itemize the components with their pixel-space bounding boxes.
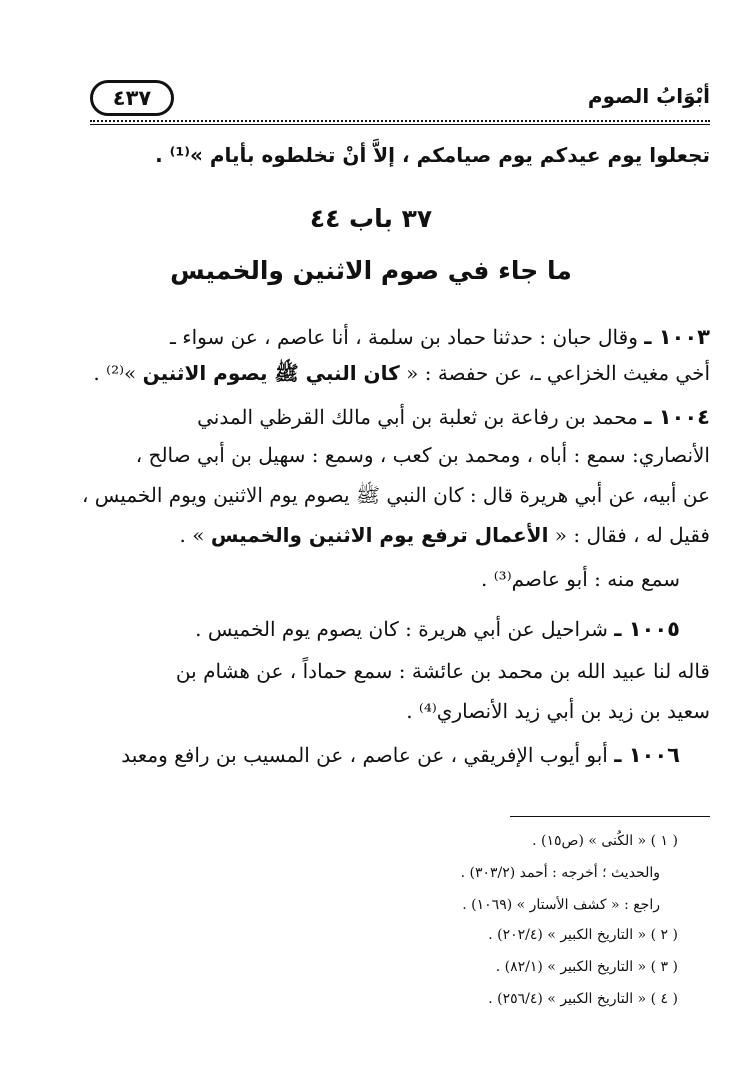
footnote-3: ( ٣ ) « التاريخ الكبير » (٨٢/١) . <box>495 959 678 975</box>
hadith-number: ١٠٠٥ ـ <box>614 617 680 641</box>
hadith-1005-line-1 <box>40 616 680 642</box>
hadith-number: ١٠٠٣ ـ <box>644 325 710 349</box>
hadith-number: ١٠٠٤ ـ <box>644 405 710 429</box>
footnote-4: ( ٤ ) « التاريخ الكبير » (٢٥٦/٤) . <box>488 991 678 1007</box>
hadith-1006-line-1 <box>40 742 680 768</box>
hadith-text: أخي مغيث الخزاعي ـ، عن حفصة : « <box>399 361 710 385</box>
hadith-1004-line-4 <box>38 522 710 548</box>
text-line-1: تجعلوا يوم عيدكم يوم صيامكم ، إلاَّ أنْ تخلطوه بأيام »⁽¹⁾ . <box>155 143 710 167</box>
hadith-1004-line-1 <box>38 404 710 430</box>
hadith-text: » . <box>179 523 211 547</box>
hadith-1005-line-2: قاله لنا عبيد الله بن محمد بن عائشة : سمع حماداً ، عن هشام بن <box>175 659 710 683</box>
page-header <box>90 78 710 120</box>
header-rule-solid <box>90 124 710 125</box>
hadith-1004-line-3: عن أبيه، عن أبي هريرة قال : كان النبي ﷺ يصوم يوم الاثنين ويوم الخميس ، <box>81 483 710 507</box>
hadith-1005-line-3: سعيد بن زيد بن أبي زيد الأنصاري⁽⁴⁾ . <box>406 699 710 723</box>
hadith-quote: الأعمال ترفع يوم الاثنين والخميس <box>210 523 549 547</box>
hadith-text: وقال حبان : حدثنا حماد بن سلمة ، أنا عاصم ، عن سواء ـ <box>169 325 638 349</box>
footnote-2: ( ٢ ) « التاريخ الكبير » (٢٠٢/٤) . <box>488 927 678 943</box>
running-head: أبْوَابُ الصوم <box>587 84 710 108</box>
footnote-separator <box>510 816 710 817</box>
header-rule-dotted <box>90 120 710 122</box>
hadith-text: محمد بن رفاعة بن ثعلبة بن أبي مالك القرظي المدني <box>197 405 638 429</box>
chapter-title: ما جاء في صوم الاثنين والخميس <box>170 256 572 285</box>
hadith-quote: كان النبي ﷺ يصوم الاثنين <box>142 361 400 385</box>
hadith-1003-line-2 <box>38 360 710 386</box>
footnote-1: ( ١ ) « الكُنى » (ص١٥) . <box>532 833 678 849</box>
hadith-1004-line-2: الأنصاري: سمع : أباه ، ومحمد بن كعب ، وسمع : سهيل بن أبي صالح ، <box>135 443 710 467</box>
footnote-1-ref-b: راجع : « كشف الأستار » (١٠٦٩) . <box>462 897 660 913</box>
hadith-text: »⁽²⁾ . <box>93 361 143 385</box>
hadith-1003-line-1 <box>70 324 710 350</box>
chapter-number: ٣٧ باب ٤٤ <box>309 204 433 233</box>
hadith-text: فقيل له ، فقال : « <box>548 523 710 547</box>
page-number-badge: ٤٣٧ <box>90 80 174 116</box>
hadith-number: ١٠٠٦ ـ <box>614 743 680 767</box>
hadith-text: شراحيل عن أبي هريرة : كان يصوم يوم الخميس . <box>195 617 608 641</box>
footnote-1-ref-a: والحديث ؛ أخرجه : أحمد (٣٠٣/٢) . <box>460 865 660 881</box>
hadith-1004-line-5: سمع منه : أبو عاصم⁽³⁾ . <box>481 567 680 591</box>
hadith-text: أبو أيوب الإفريقي ، عن عاصم ، عن المسيب بن رافع ومعبد <box>121 743 608 767</box>
